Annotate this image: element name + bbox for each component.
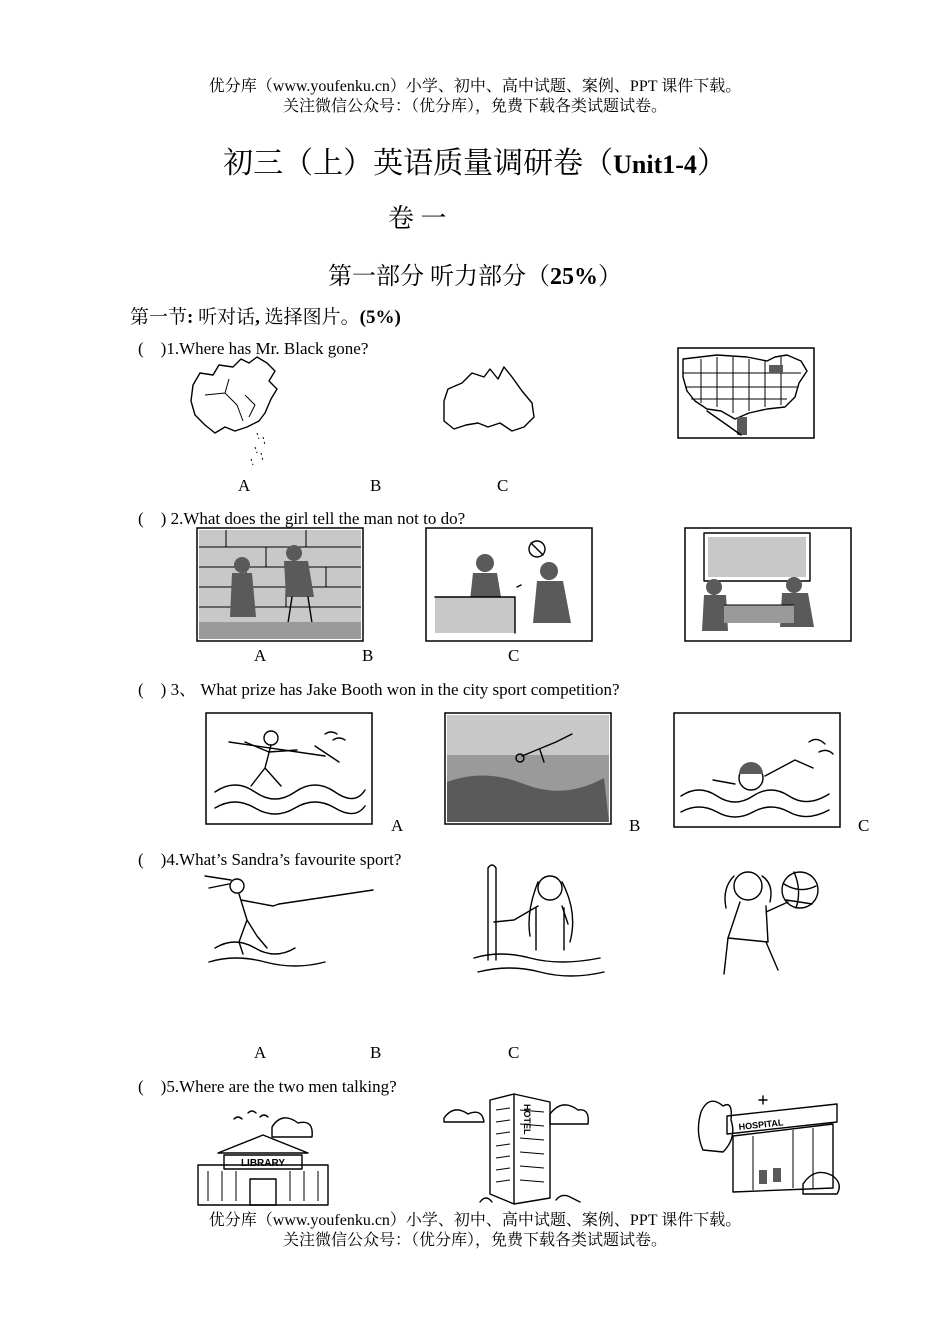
option-label-4c: C [508,1043,520,1062]
question-1: ( )1.Where has Mr. Black gone? [138,339,369,358]
usa-map-image [677,347,815,439]
part-heading: 第一部分 听力部分（25%） [328,264,622,290]
question-4: ( )4.What’s Sandra’s favourite sport? [138,850,402,869]
question-2: ( ) 2.What does the girl tell the man not to do? [138,509,466,528]
option-label-1a: A [238,476,251,495]
question-3: ( ) 3、 What prize has Jake Booth won in the city sport competition? [138,680,620,699]
answer-bracket-2[interactable]: ( ) [138,509,167,528]
swimming-image [673,712,841,828]
library-sign: LIBRARY [240,1158,286,1169]
water-skiing-image [195,870,380,970]
footer-line-2: 关注微信公众号：（优分库），免费下载各类试题试卷。 [282,1232,667,1249]
option-label-4b: B [370,1043,382,1062]
option-label-1b: B [370,476,382,495]
australia-map-image [438,365,542,435]
volleyball-image [708,858,828,980]
option-label-3b: B [629,816,641,835]
question-5: ( )5.Where are the two men talking? [138,1077,397,1096]
option-label-2c: C [508,646,520,665]
hotel-image [440,1090,590,1210]
answer-bracket-5[interactable]: ( ) [138,1077,167,1096]
man-smoking-office-image [425,527,593,642]
option-label-3a: A [391,816,404,835]
header-line-1: 优分库（www.youfenku.cn）小学、初中、高中试题、案例、PPT 课件下载。 [208,78,742,95]
china-map-image [185,355,285,470]
option-label-3c: C [858,816,870,835]
hospital-sign: HOSPITAL [738,1117,784,1132]
option-label-4a: A [254,1043,267,1062]
swimming-pool-image [470,862,610,984]
man-in-restaurant-image [684,527,852,642]
header-line-2: 关注微信公众号：（优分库），免费下载各类试题试卷。 [282,98,667,115]
volume-label: 卷 一 [388,204,447,233]
footer-line-1: 优分库（www.youfenku.cn）小学、初中、高中试题、案例、PPT 课件下载。 [208,1212,742,1229]
option-label-1c: C [497,476,509,495]
hotel-sign: HOTEL [522,1104,532,1135]
answer-bracket-1[interactable]: ( ) [138,339,167,358]
page-title: 初三（上）英语质量调研卷（Unit1-4） [223,147,727,180]
hospital-image [693,1092,843,1204]
library-image [188,1105,333,1210]
surfing-image [205,712,373,825]
section-heading: 第一节: 听对话, 选择图片。(5%) [130,307,401,328]
option-label-2a: A [254,646,267,665]
answer-bracket-4[interactable]: ( ) [138,850,167,869]
diving-image [444,712,612,825]
man-writing-on-wall-image [196,527,364,642]
answer-bracket-3[interactable]: ( ) [138,680,167,699]
option-label-2b: B [362,646,374,665]
